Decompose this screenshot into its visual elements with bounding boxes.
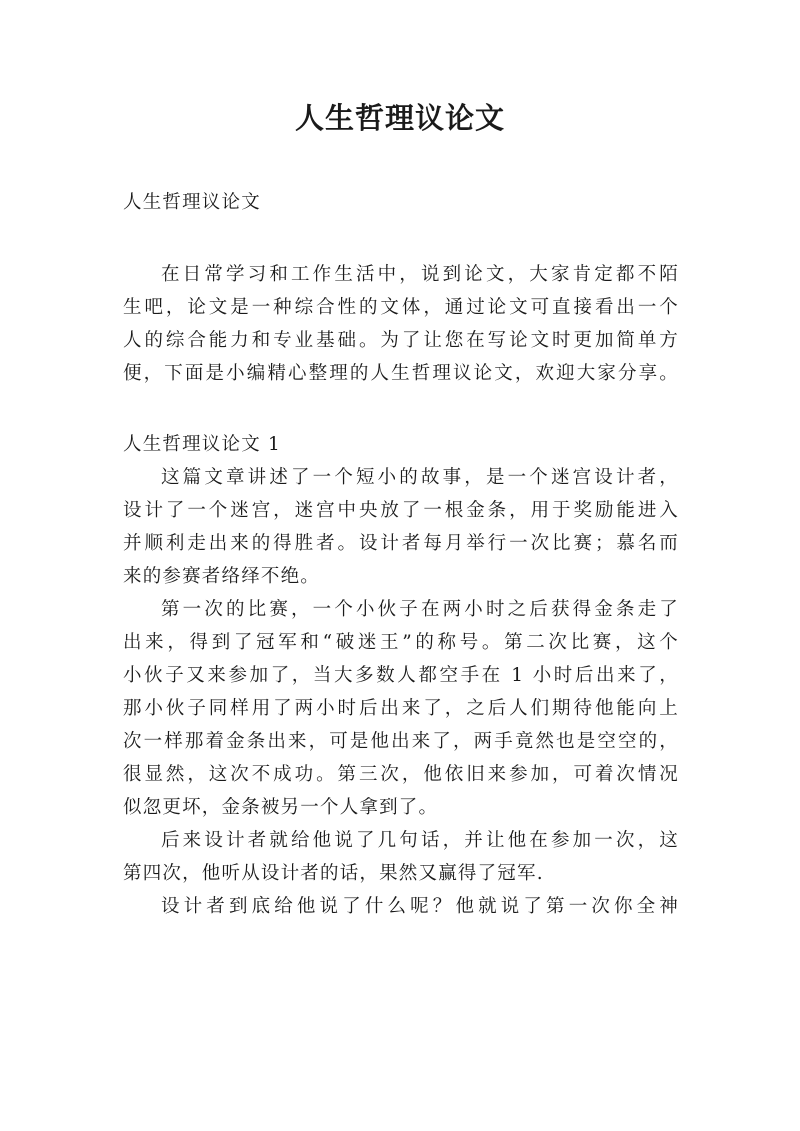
- section-heading: 人生哲理议论文 1: [123, 434, 281, 455]
- story-paragraph-3: [123, 824, 679, 890]
- paragraph-line: 生吧，论文是一种综合性的文体，通过论文可直接看出一个: [123, 297, 679, 318]
- document-title: 人生哲理议论文: [294, 101, 505, 135]
- story-paragraph-2: [123, 593, 679, 824]
- paragraph-line: 并顺利走出来的得胜者。设计者每月举行一次比赛；慕名而: [123, 533, 679, 554]
- paragraph-line: 似忽更坏，金条被另一个人拿到了。: [123, 797, 439, 818]
- paragraph-line: 人的综合能力和专业基础。为了让您在写论文时更加简单方: [123, 330, 679, 351]
- paragraph-line: 很显然，这次不成功。第三次，他依旧来参加，可着次情况: [123, 764, 679, 785]
- paragraph-line: 次一样那着金条出来，可是他出来了，两手竟然也是空空的，: [123, 731, 679, 752]
- paragraph-line: 来的参赛者络绎不绝。: [123, 566, 321, 587]
- document-subtitle: 人生哲理议论文: [123, 192, 261, 213]
- story-paragraph-1: [123, 461, 679, 593]
- paragraph-line: 出来，得到了冠军和“破迷王”的称号。第二次比赛，这个: [123, 632, 679, 653]
- paragraph-line: 第一次的比赛，一个小伙子在两小时之后获得金条走了: [161, 599, 679, 620]
- intro-paragraph: [123, 258, 679, 390]
- paragraph-line: 那小伙子同样用了两小时后出来了，之后人们期待他能向上: [123, 698, 679, 719]
- story-paragraph-4: [123, 890, 679, 923]
- paragraph-line: 设计者到底给他说了什么呢？他就说了第一次你全神: [161, 896, 679, 917]
- paragraph-line: 这篇文章讲述了一个短小的故事，是一个迷宫设计者，: [161, 467, 679, 488]
- paragraph-line: 在日常学习和工作生活中，说到论文，大家肯定都不陌: [161, 264, 679, 285]
- paragraph-line: 设计了一个迷宫，迷宫中央放了一根金条，用于奖励能进入: [123, 500, 679, 521]
- paragraph-line: 后来设计者就给他说了几句话，并让他在参加一次，这: [161, 830, 679, 851]
- paragraph-line: 第四次，他听从设计者的话，果然又赢得了冠军.: [123, 863, 544, 884]
- document-body: [123, 186, 679, 923]
- paragraph-line: 小伙子又来参加了，当大多数人都空手在 1 小时后出来了，: [123, 665, 679, 686]
- paragraph-line: 便，下面是小编精心整理的人生哲理议论文，欢迎大家分享。: [123, 363, 679, 384]
